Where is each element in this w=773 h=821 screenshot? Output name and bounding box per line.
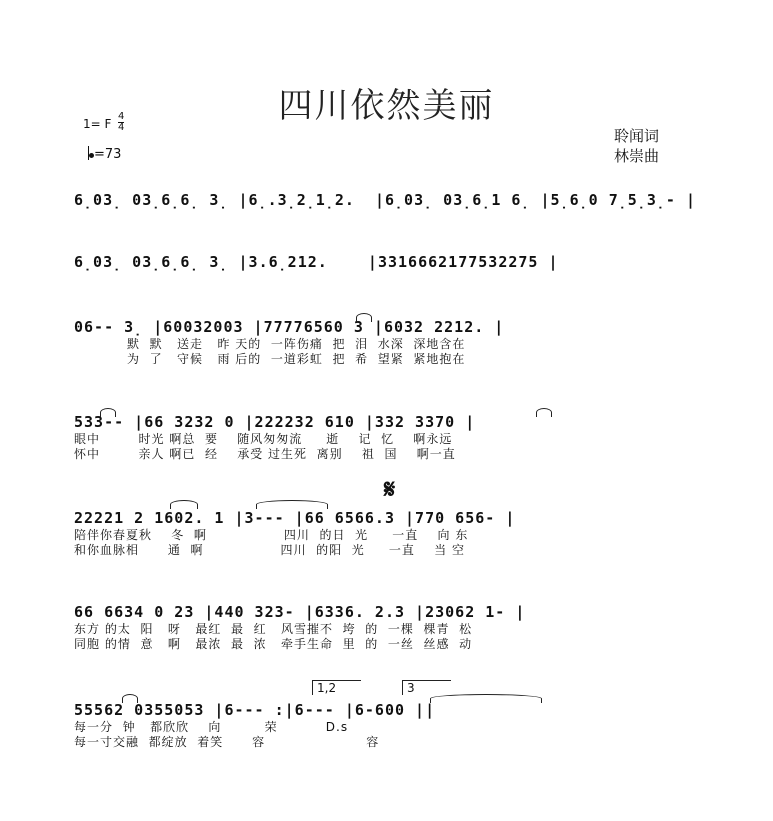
notes-row: 06-- 3̣ |60032003 |77776560 3 |6032 2212. | [74, 318, 505, 336]
tie-arc [122, 694, 138, 703]
time-numerator: 4 [118, 111, 125, 122]
staff-line-4 [74, 412, 704, 462]
tie-arc [536, 408, 552, 417]
lyrics-verse-1: 东方 的太 阳 呀 最红 最 红 风雪摧不 垮 的 一棵 棵青 松 [74, 622, 473, 636]
notes-row: 55562 0355053 |6--- :|6--- |6-600 || [74, 701, 436, 719]
notes-row: 66 6634 0 23 |440 323- |6336. 2.3 |23062 1- | [74, 603, 526, 621]
staff-line-3 [74, 317, 704, 367]
tie-arc [170, 500, 198, 509]
lyrics-verse-1: 默 默 送走 昨 天的 一阵伤痛 把 泪 水深 深地含在 [74, 337, 466, 351]
quarter-note-icon [88, 146, 89, 160]
volta-label: 3 [407, 681, 415, 695]
tie-arc [356, 313, 372, 322]
staff-line-6 [74, 602, 704, 652]
staff-line-2 [74, 252, 704, 272]
tie-arc [256, 500, 328, 509]
credits [614, 126, 659, 166]
notes-row: 22221 2 1602. 1 |3--- |66 6566.3 |770 656- | [74, 509, 516, 527]
time-signature [118, 112, 124, 133]
lyrics-verse-1: 陪伴你春夏秋 冬 啊 四川 的日 光 一直 向 东 [74, 528, 469, 542]
tie-arc [100, 408, 116, 417]
staff-line-1 [74, 190, 704, 210]
lyrics-verse-2: 和你血脉相 通 啊 四川 的阳 光 一直 当 空 [74, 543, 465, 557]
song-title: 四川依然美丽 [278, 86, 495, 126]
volta-first-ending [312, 680, 361, 695]
lyrics-verse-2: 每一寸交融 都绽放 着笑 容 容 [74, 735, 380, 749]
lyrics-verse-2: 为 了 守候 雨 后的 一道彩虹 把 希 望紧 紧地抱在 [74, 352, 466, 366]
notes-row: 6̣03̣ 03̣6̣6̣ 3̣ |6̣.3̣2̣1̣2. |6̣03̣ 03̣6̣1 6̣ |5̣6̣0 7̣5̣3̣- | [74, 191, 696, 209]
key-signature: 1= F [83, 117, 112, 131]
time-denominator: 4 [118, 122, 125, 133]
composer: 林崇曲 [614, 147, 660, 165]
notes-row: 533-- |66 3232 0 |222232 610 |332 3370 | [74, 413, 476, 431]
staff-line-7 [74, 700, 704, 750]
lyrics-verse-1: 每一分 钟 都欣欣 向 荣 D.s [74, 720, 349, 734]
volta-second-ending [402, 680, 451, 695]
lyricist: 聆闻词 [614, 127, 660, 145]
tempo-marking [88, 144, 121, 162]
notes-row: 6̣03̣ 03̣6̣6̣ 3̣ |3.6̣212. |3316662177532275 | [74, 253, 559, 271]
volta-label: 1,2 [317, 681, 337, 695]
segno-sign: 𝄋 [384, 475, 396, 505]
tempo-value: =73 [94, 147, 122, 162]
lyrics-verse-2: 怀中 亲人 啊已 经 承受 过生死 离别 祖 国 啊一直 [74, 447, 456, 461]
tie-arc [430, 694, 542, 703]
lyrics-verse-2: 同胞 的情 意 啊 最浓 最 浓 牵手生命 里 的 一丝 丝感 动 [74, 637, 473, 651]
staff-line-5 [74, 508, 704, 558]
lyrics-verse-1: 眼中 时光 啊总 要 随风匆匆流 逝 记 忆 啊永远 [74, 432, 453, 446]
